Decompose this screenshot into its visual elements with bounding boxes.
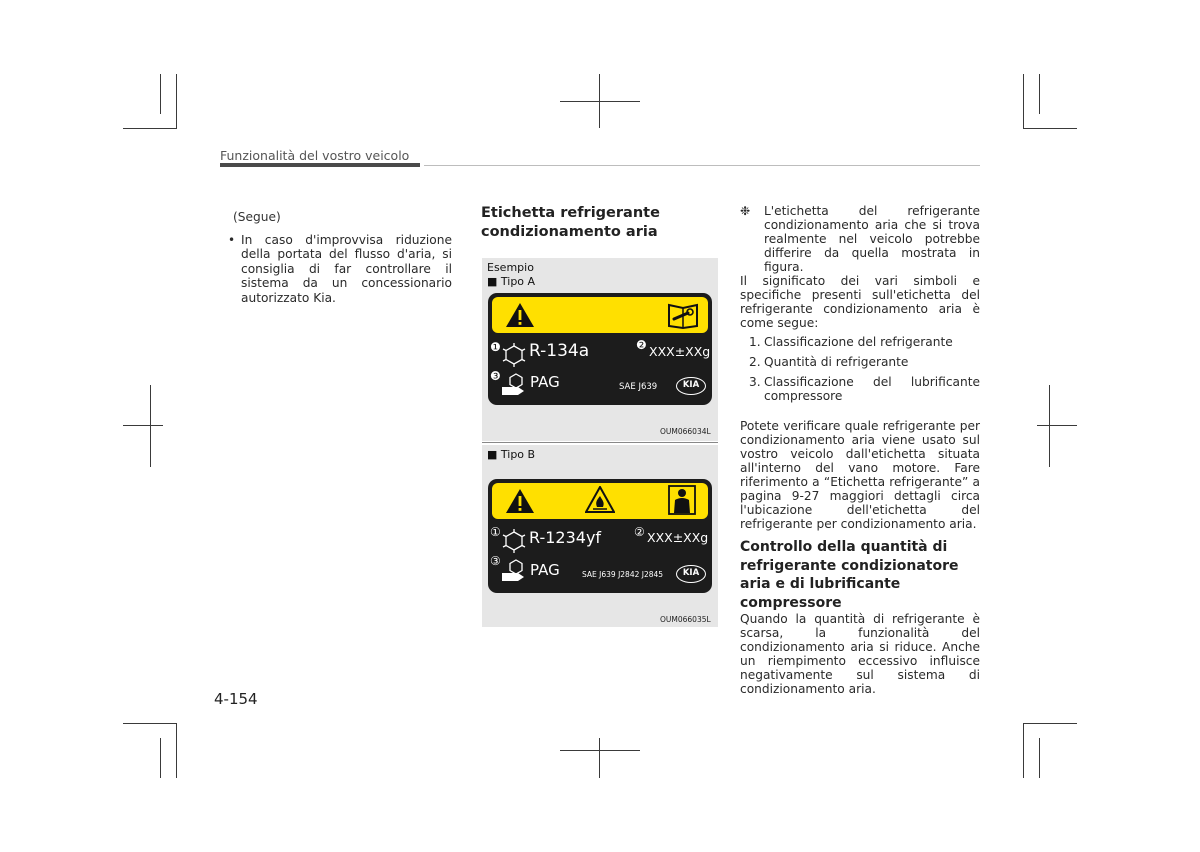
refrigerant-icon <box>502 529 526 553</box>
list-text: Quantità di refrigerante <box>764 355 909 369</box>
list-number: 1. <box>749 335 761 349</box>
bullet-text: In caso d'improvvisa riduzione della portata del flusso d'aria, si consiglia di far controllare il sistema da un concessionario autorizzato Kia. <box>241 232 452 305</box>
marker-1: ❶ <box>490 340 501 354</box>
oil-can-icon <box>500 559 528 583</box>
continued-label: (Segue) <box>233 210 281 224</box>
marker-3: ③ <box>490 554 501 568</box>
refrigerant-label-b <box>488 479 712 593</box>
list-text: Classificazione del lubrificante compressore <box>764 375 980 403</box>
refrigerant-quantity: XXX±XXg <box>649 344 711 359</box>
warning-triangle-icon <box>504 487 536 515</box>
list-number: 3. <box>749 375 761 389</box>
figure-type-a <box>482 258 718 441</box>
list-number: 2. <box>749 355 761 369</box>
figure-caption: Esempio <box>487 261 534 274</box>
bullet-marker: • <box>228 232 236 247</box>
header-rule-dark <box>220 163 420 167</box>
section-title-label <box>481 204 721 242</box>
figure-separator <box>482 442 718 443</box>
type-b-label: ■ Tipo B <box>487 448 536 461</box>
list-item <box>740 375 980 403</box>
intro-paragraph: Il significato dei vari simboli e specifiche presenti sull'etichetta del refrigerante condizionamento aria è come segue: <box>740 274 980 330</box>
type-a-label: ■ Tipo A <box>487 275 536 288</box>
refrigerant-icon <box>502 343 526 367</box>
refrigerant-quantity: XXX±XXg <box>647 530 709 545</box>
list-item <box>740 335 980 349</box>
list-item <box>740 355 980 369</box>
figure-code: OUM066034L <box>660 427 711 436</box>
column-1 <box>228 210 452 306</box>
sae-standard: SAE J639 <box>619 382 658 392</box>
flammable-icon <box>585 486 615 514</box>
list-text: Classificazione del refrigerante <box>764 335 953 349</box>
service-manual-icon <box>666 300 700 330</box>
refrigerant-type: R-1234yf <box>529 528 602 547</box>
marker-3: ❸ <box>490 369 501 383</box>
body-paragraph: Potete verificare quale refrigerante per condizionamento aria viene usato sul vostro veicolo dall'etichetta situata all'interno del vano motore. Fare riferimento a “Etichetta refrigerante” a pagina 9-27 maggiori dettagli circa l'ubicazione dell'etichetta del refrigerante per condizionamento aria. <box>740 419 980 531</box>
kia-logo: KIA <box>676 565 706 583</box>
refrigerant-type: R-134a <box>529 341 590 361</box>
bullet-item <box>228 233 452 306</box>
title-line-2: condizionamento aria <box>481 224 658 240</box>
technician-icon <box>668 485 696 515</box>
title-line-1: Etichetta refrigerante <box>481 205 660 221</box>
marker-2: ② <box>634 525 645 539</box>
refrigerant-label-a <box>488 293 712 405</box>
header-rule-light <box>424 165 980 166</box>
kia-logo: KIA <box>676 377 706 395</box>
note-text: L'etichetta del refrigerante condizionamento aria che si trova realmente nel veicolo potrebbe differire da quella mostrata in figura. <box>764 204 980 274</box>
sae-standards: SAE J639 J2842 J2845 <box>582 570 664 579</box>
note-symbol-icon: ❉ <box>740 204 751 218</box>
oil-can-icon <box>500 373 528 397</box>
marker-2: ❷ <box>636 338 647 352</box>
note <box>740 204 980 274</box>
section-heading: Controllo della quantità di refrigerante condizionatore aria e di lubrificante compressore <box>740 539 959 611</box>
section-paragraph: Quando la quantità di refrigerante è scarsa, la funzionalità del condizionamento aria si riduce. Anche un riempimento eccessivo influisce negativamente sul sistema di condizionamento aria. <box>740 612 980 696</box>
lubricant-type: PAG <box>530 373 560 391</box>
section-header: Funzionalità del vostro veicolo <box>220 148 410 163</box>
figure-code: OUM066035L <box>660 615 711 624</box>
warning-triangle-icon <box>504 301 536 329</box>
marker-1: ① <box>490 525 501 539</box>
column-3 <box>740 204 980 696</box>
page-number: 4-154 <box>214 690 258 708</box>
figure-type-b <box>482 445 718 627</box>
lubricant-type: PAG <box>530 561 560 579</box>
